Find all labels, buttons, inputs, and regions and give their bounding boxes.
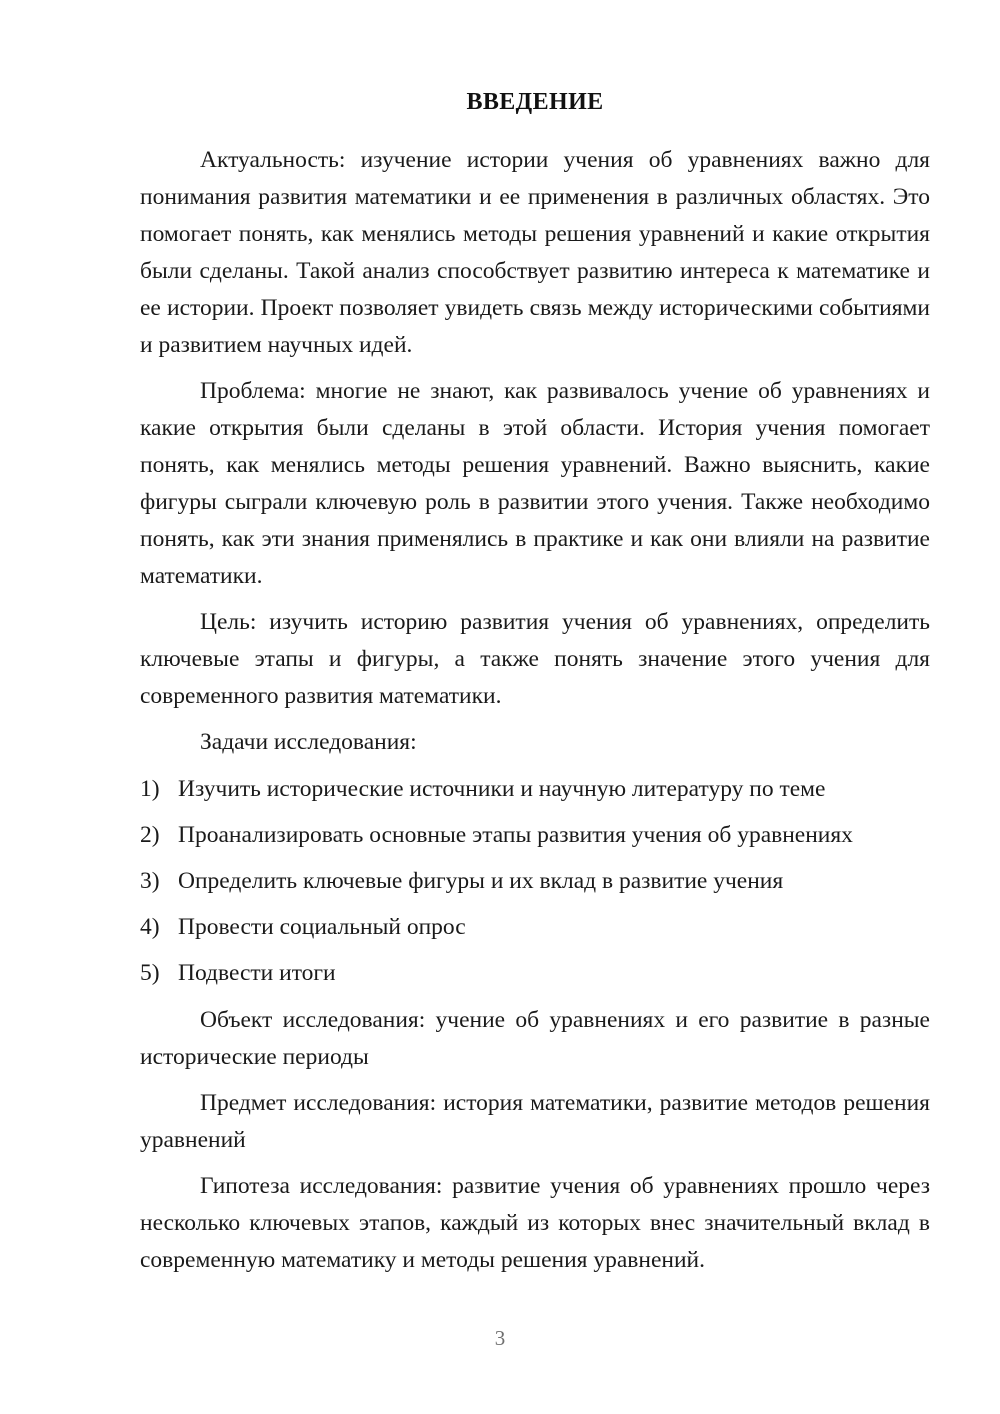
- tasks-label: Задачи исследования:: [200, 729, 417, 756]
- list-item-label: Определить ключевые фигуры и их вклад в развитие учения: [178, 868, 784, 895]
- list-item: [140, 863, 930, 900]
- page-title: ВВЕДЕНИЕ: [466, 89, 604, 115]
- paragraph-goal: Цель: изучить историю развития учения об уравнениях, определить ключевые этапы и фигуры, а также понять значение этого учения для современного развития математики.: [140, 609, 930, 710]
- task-list: [140, 771, 930, 992]
- paragraph-problem: Проблема: многие не знают, как развивалось учение об уравнениях и какие открытия были сделаны в этой области. История учения помогает понять, как менялись методы решения уравнений. Важно выяснить, какие фигуры сыграли ключевую роль в развитии этого учения. Также необходимо понять, как эти знания применялись в практике и как они влияли на развитие математики.: [140, 378, 930, 590]
- list-item: [140, 909, 930, 946]
- list-item-marker: 5): [140, 960, 160, 987]
- list-item-label: Проанализировать основные этапы развития учения об уравнениях: [178, 822, 853, 849]
- paragraph-subject: Предмет исследования: история математики, развитие методов решения уравнений: [140, 1090, 930, 1154]
- paragraph-object: Объект исследования: учение об уравнениях и его развитие в разные исторические периоды: [140, 1007, 930, 1071]
- list-item: [140, 817, 930, 854]
- list-item-marker: 3): [140, 868, 160, 895]
- list-item-marker: 4): [140, 914, 160, 941]
- list-item-marker: 1): [140, 776, 160, 803]
- document-body: [140, 86, 930, 1279]
- paragraph-relevance: Актуальность: изучение истории учения об уравнениях важно для понимания развития математики и ее применения в различных областях. Это помогает понять, как менялись методы решения уравнений и какие открытия были сделаны. Такой анализ способствует развитию интереса к математике и ее истории. Проект позволяет увидеть связь между историческими событиями и развитием научных идей.: [140, 147, 930, 359]
- list-item: [140, 955, 930, 992]
- list-item-label: Провести социальный опрос: [178, 914, 466, 941]
- list-item-marker: 2): [140, 822, 160, 849]
- page-number: 3: [494, 1326, 506, 1350]
- list-item-label: Подвести итоги: [178, 960, 336, 987]
- paragraph-hypothesis: Гипотеза исследования: развитие учения об уравнениях прошло через несколько ключевых этапов, каждый из которых внес значительный вклад в современную математику и методы решения уравнений.: [140, 1173, 930, 1274]
- list-item: [140, 771, 930, 808]
- list-item-label: Изучить исторические источники и научную литературу по теме: [178, 776, 826, 803]
